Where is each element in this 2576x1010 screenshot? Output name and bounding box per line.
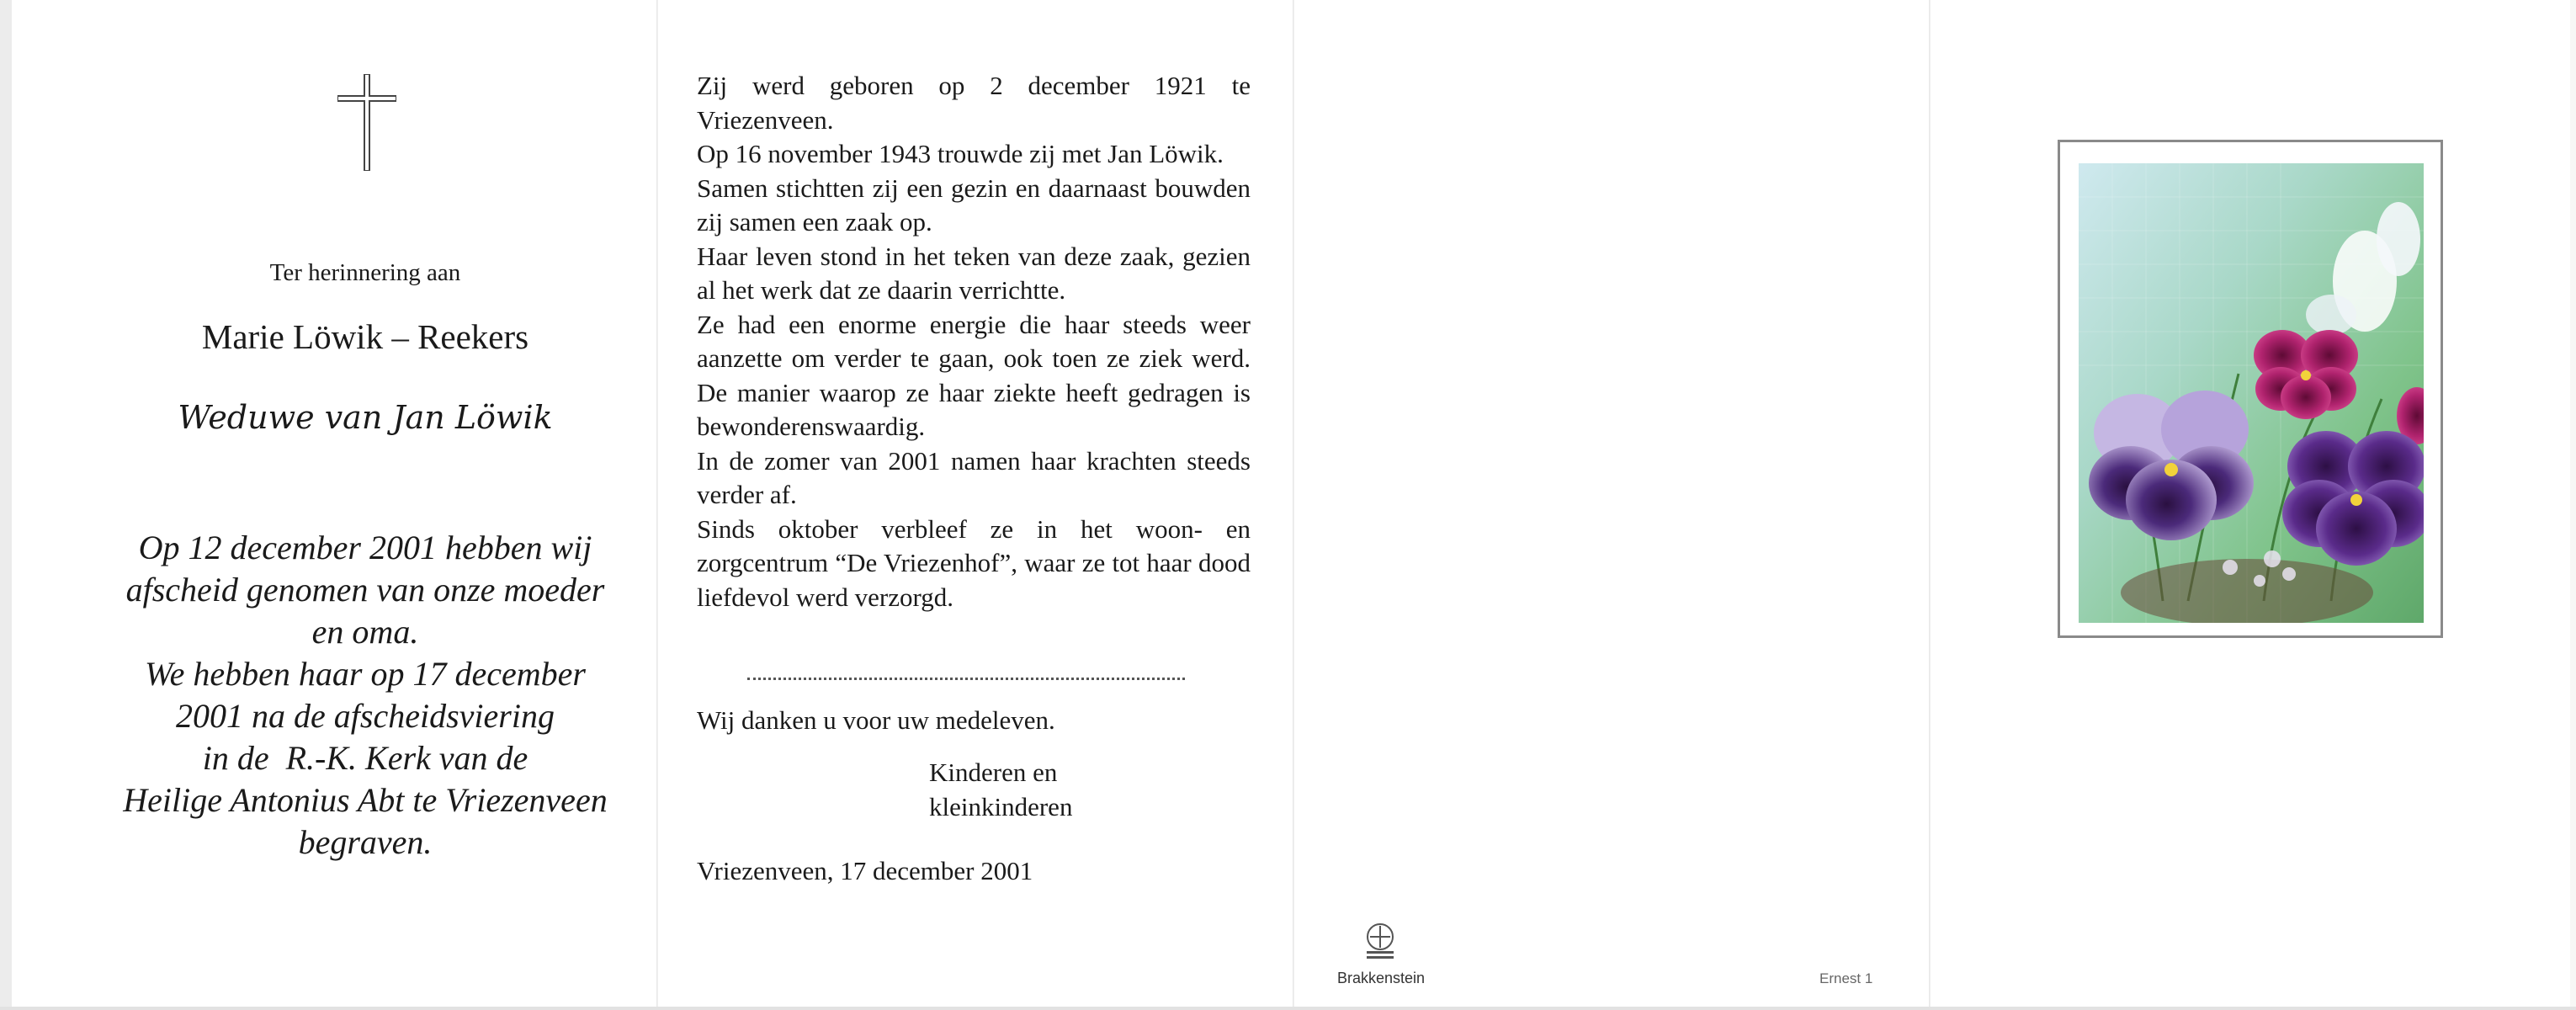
farewell-line: We hebben haar op 17 december xyxy=(145,655,586,693)
in-memory-of-label: Ter herinnering aan xyxy=(269,259,461,286)
farewell-line: en oma. xyxy=(311,613,419,651)
farewell-line: 2001 na de afscheidsviering xyxy=(176,697,555,735)
thanks-line: Wij danken u voor uw medeleven. xyxy=(697,705,1055,735)
fold-line-3 xyxy=(1929,0,1931,1007)
biography-text xyxy=(697,69,1251,614)
dotted-divider xyxy=(747,678,1185,680)
place-and-date: Vriezenveen, 17 december 2001 xyxy=(697,856,1033,885)
photo-frame xyxy=(2058,140,2443,638)
model-code: Ernest 1 xyxy=(1819,970,1873,986)
publisher-name: Brakkenstein xyxy=(1336,970,1426,986)
fold-line-2 xyxy=(1293,0,1294,1007)
scan-bottom-edge xyxy=(0,1007,2576,1010)
farewell-line: in de R.-K. Kerk van de xyxy=(202,739,528,777)
farewell-line: begraven. xyxy=(298,823,433,861)
pansies-photo xyxy=(2079,163,2424,623)
pansies-illustration xyxy=(2079,163,2424,623)
widow-of-line: Weduwe van Jan Löwik xyxy=(178,399,553,436)
scan-left-edge xyxy=(0,0,12,1010)
signer-line: kleinkinderen xyxy=(929,792,1073,821)
signers xyxy=(929,755,1072,824)
bio-paragraph: In de zomer van 2001 namen haar krachten steeds verder af. xyxy=(697,445,1251,509)
farewell-line: afscheid genomen van onze moeder xyxy=(125,571,605,609)
panel-memorial xyxy=(12,0,651,1007)
farewell-text xyxy=(62,527,668,864)
signer-line: Kinderen en xyxy=(929,758,1058,787)
farewell-line: Op 12 december 2001 hebben wij xyxy=(138,529,592,566)
bio-paragraph: Ze had een enorme energie die haar steeds weer aanzette om verder te gaan, ook toen ze ziek werd. De manier waarop ze haar ziekte heeft gedragen is bewonderenswaardig. xyxy=(697,309,1251,441)
cross-icon xyxy=(337,74,396,171)
bio-paragraph: Haar leven stond in het teken van deze zaak, gezien al het werk dat ze daarin verrichtte. xyxy=(697,241,1251,305)
deceased-name: Marie Löwik – Reekers xyxy=(201,317,529,356)
farewell-line: Heilige Antonius Abt te Vriezenveen xyxy=(123,781,608,819)
bio-paragraph: Op 16 november 1943 trouwde zij met Jan Löwik. xyxy=(697,139,1224,168)
publisher-logo-icon xyxy=(1362,922,1399,961)
bio-paragraph: Samen stichtten zij een gezin en daarnaast bouwden zij samen een zaak op. xyxy=(697,173,1251,237)
bio-paragraph: Zij werd geboren op 2 december 1921 te Vriezenveen. xyxy=(697,71,1251,135)
bio-paragraph: Sinds oktober verbleef ze in het woon- en zorgcentrum “De Vriezenhof”, waar ze tot haar dood liefdevol werd verzorgd. xyxy=(697,513,1251,612)
